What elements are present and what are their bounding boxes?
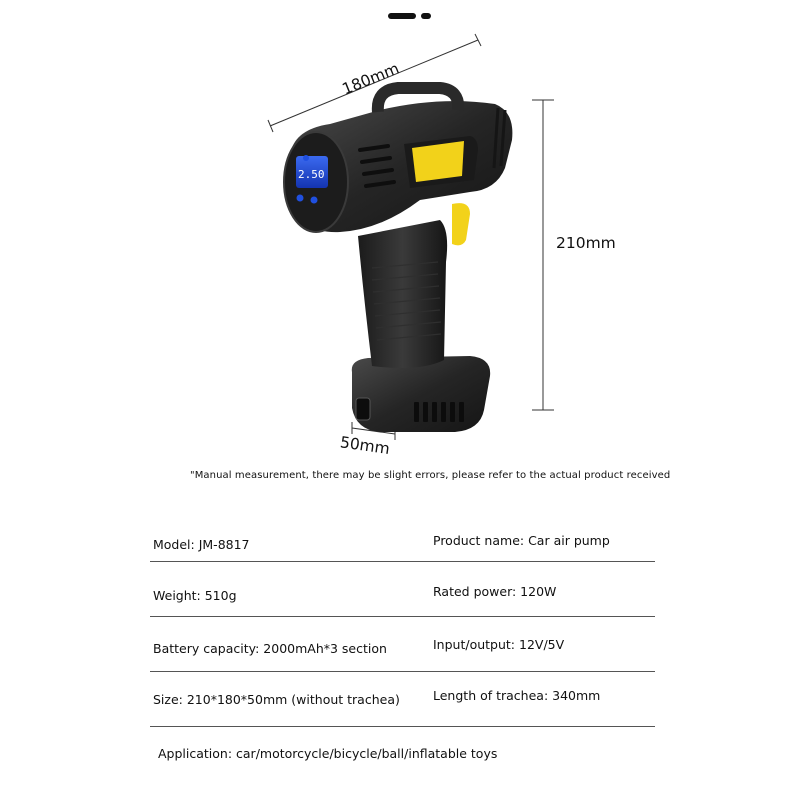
height-dimension-line xyxy=(532,100,554,410)
pressure-display-reading: 2.50 xyxy=(298,168,325,181)
spec-product-name: Product name: Car air pump xyxy=(433,533,610,548)
spec-row xyxy=(150,560,655,617)
spec-trachea-length: Length of trachea: 340mm xyxy=(433,688,601,703)
height-dimension-label: 210mm xyxy=(556,234,616,252)
spec-rated-power: Rated power: 120W xyxy=(433,584,557,599)
spec-size: Size: 210*180*50mm (without trachea) xyxy=(153,692,400,707)
spec-model: Model: JM-8817 xyxy=(153,537,250,552)
spec-weight: Weight: 510g xyxy=(153,588,237,603)
measurement-note: "Manual measurement, there may be slight errors, please refer to the actual product received xyxy=(190,470,671,481)
spec-application: Application: car/motorcycle/bicycle/ball/inflatable toys xyxy=(158,746,498,761)
width-dimension-label: 50mm xyxy=(338,433,391,459)
spec-row xyxy=(150,615,655,672)
spec-input-output: Input/output: 12V/5V xyxy=(433,637,565,652)
spec-row xyxy=(150,505,655,562)
spec-row xyxy=(150,670,655,727)
length-dimension-label: 180mm xyxy=(339,59,402,99)
spec-battery: Battery capacity: 2000mAh*3 section xyxy=(153,641,387,656)
air-pump-illustration xyxy=(284,88,512,432)
